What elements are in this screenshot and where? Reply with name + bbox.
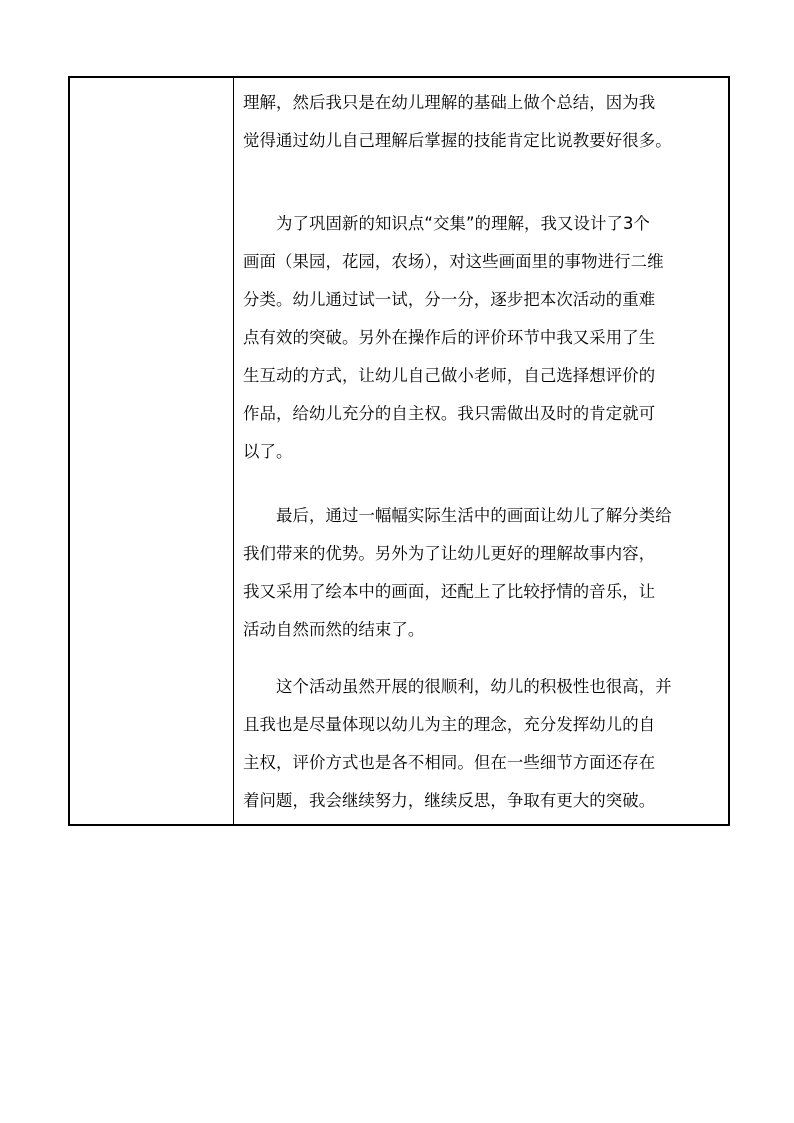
- text-line: 活动自然而然的结束了。: [243, 620, 425, 639]
- text-line: 着问题，我会继续努力，继续反思，争取有更大的突破。: [243, 791, 656, 810]
- text-line: 且我也是尽量体现以幼儿为主的理念，充分发挥幼儿的自: [243, 715, 656, 734]
- text-line: 最后，通过一幅幅实际生活中的画面让幼儿了解分类给: [276, 506, 672, 525]
- text-line: 我又采用了绘本中的画面，还配上了比较抒情的音乐，让: [243, 582, 656, 601]
- text-line: 画面（果园，花园，农场），对这些画面里的事物进行二维: [243, 252, 664, 271]
- paragraph-1: [243, 84, 735, 160]
- text-line: 为了巩固新的知识点“交集”的理解，我又设计了3个: [276, 214, 651, 233]
- paragraph-3: [243, 497, 735, 649]
- table-right-cell: [234, 78, 728, 824]
- text-line: 生互动的方式，让幼儿自己做小老师，自己选择想评价的: [243, 366, 656, 385]
- text-line: 分类。幼儿通过试一试，分一分，逐步把本次活动的重难: [243, 290, 656, 309]
- paragraph-2: [243, 205, 735, 471]
- text-line: 以了。: [243, 442, 293, 461]
- text-line: 这个活动虽然开展的很顺利，幼儿的积极性也很高，并: [276, 677, 672, 696]
- text-line: 主权，评价方式也是各不相同。但在一些细节方面还存在: [243, 753, 656, 772]
- text-line: 作品，给幼儿充分的自主权。我只需做出及时的肯定就可: [243, 404, 656, 423]
- paragraph-4: [243, 668, 735, 820]
- reflection-table: [68, 76, 730, 826]
- text-line: 我们带来的优势。另外为了让幼儿更好的理解故事内容，: [243, 544, 656, 563]
- table-left-cell: [70, 78, 234, 824]
- text-line: 点有效的突破。另外在操作后的评价环节中我又采用了生: [243, 328, 656, 347]
- text-line: 理解，然后我只是在幼儿理解的基础上做个总结，因为我: [243, 93, 656, 112]
- text-line: 觉得通过幼儿自己理解后掌握的技能肯定比说教要好很多。: [243, 131, 672, 150]
